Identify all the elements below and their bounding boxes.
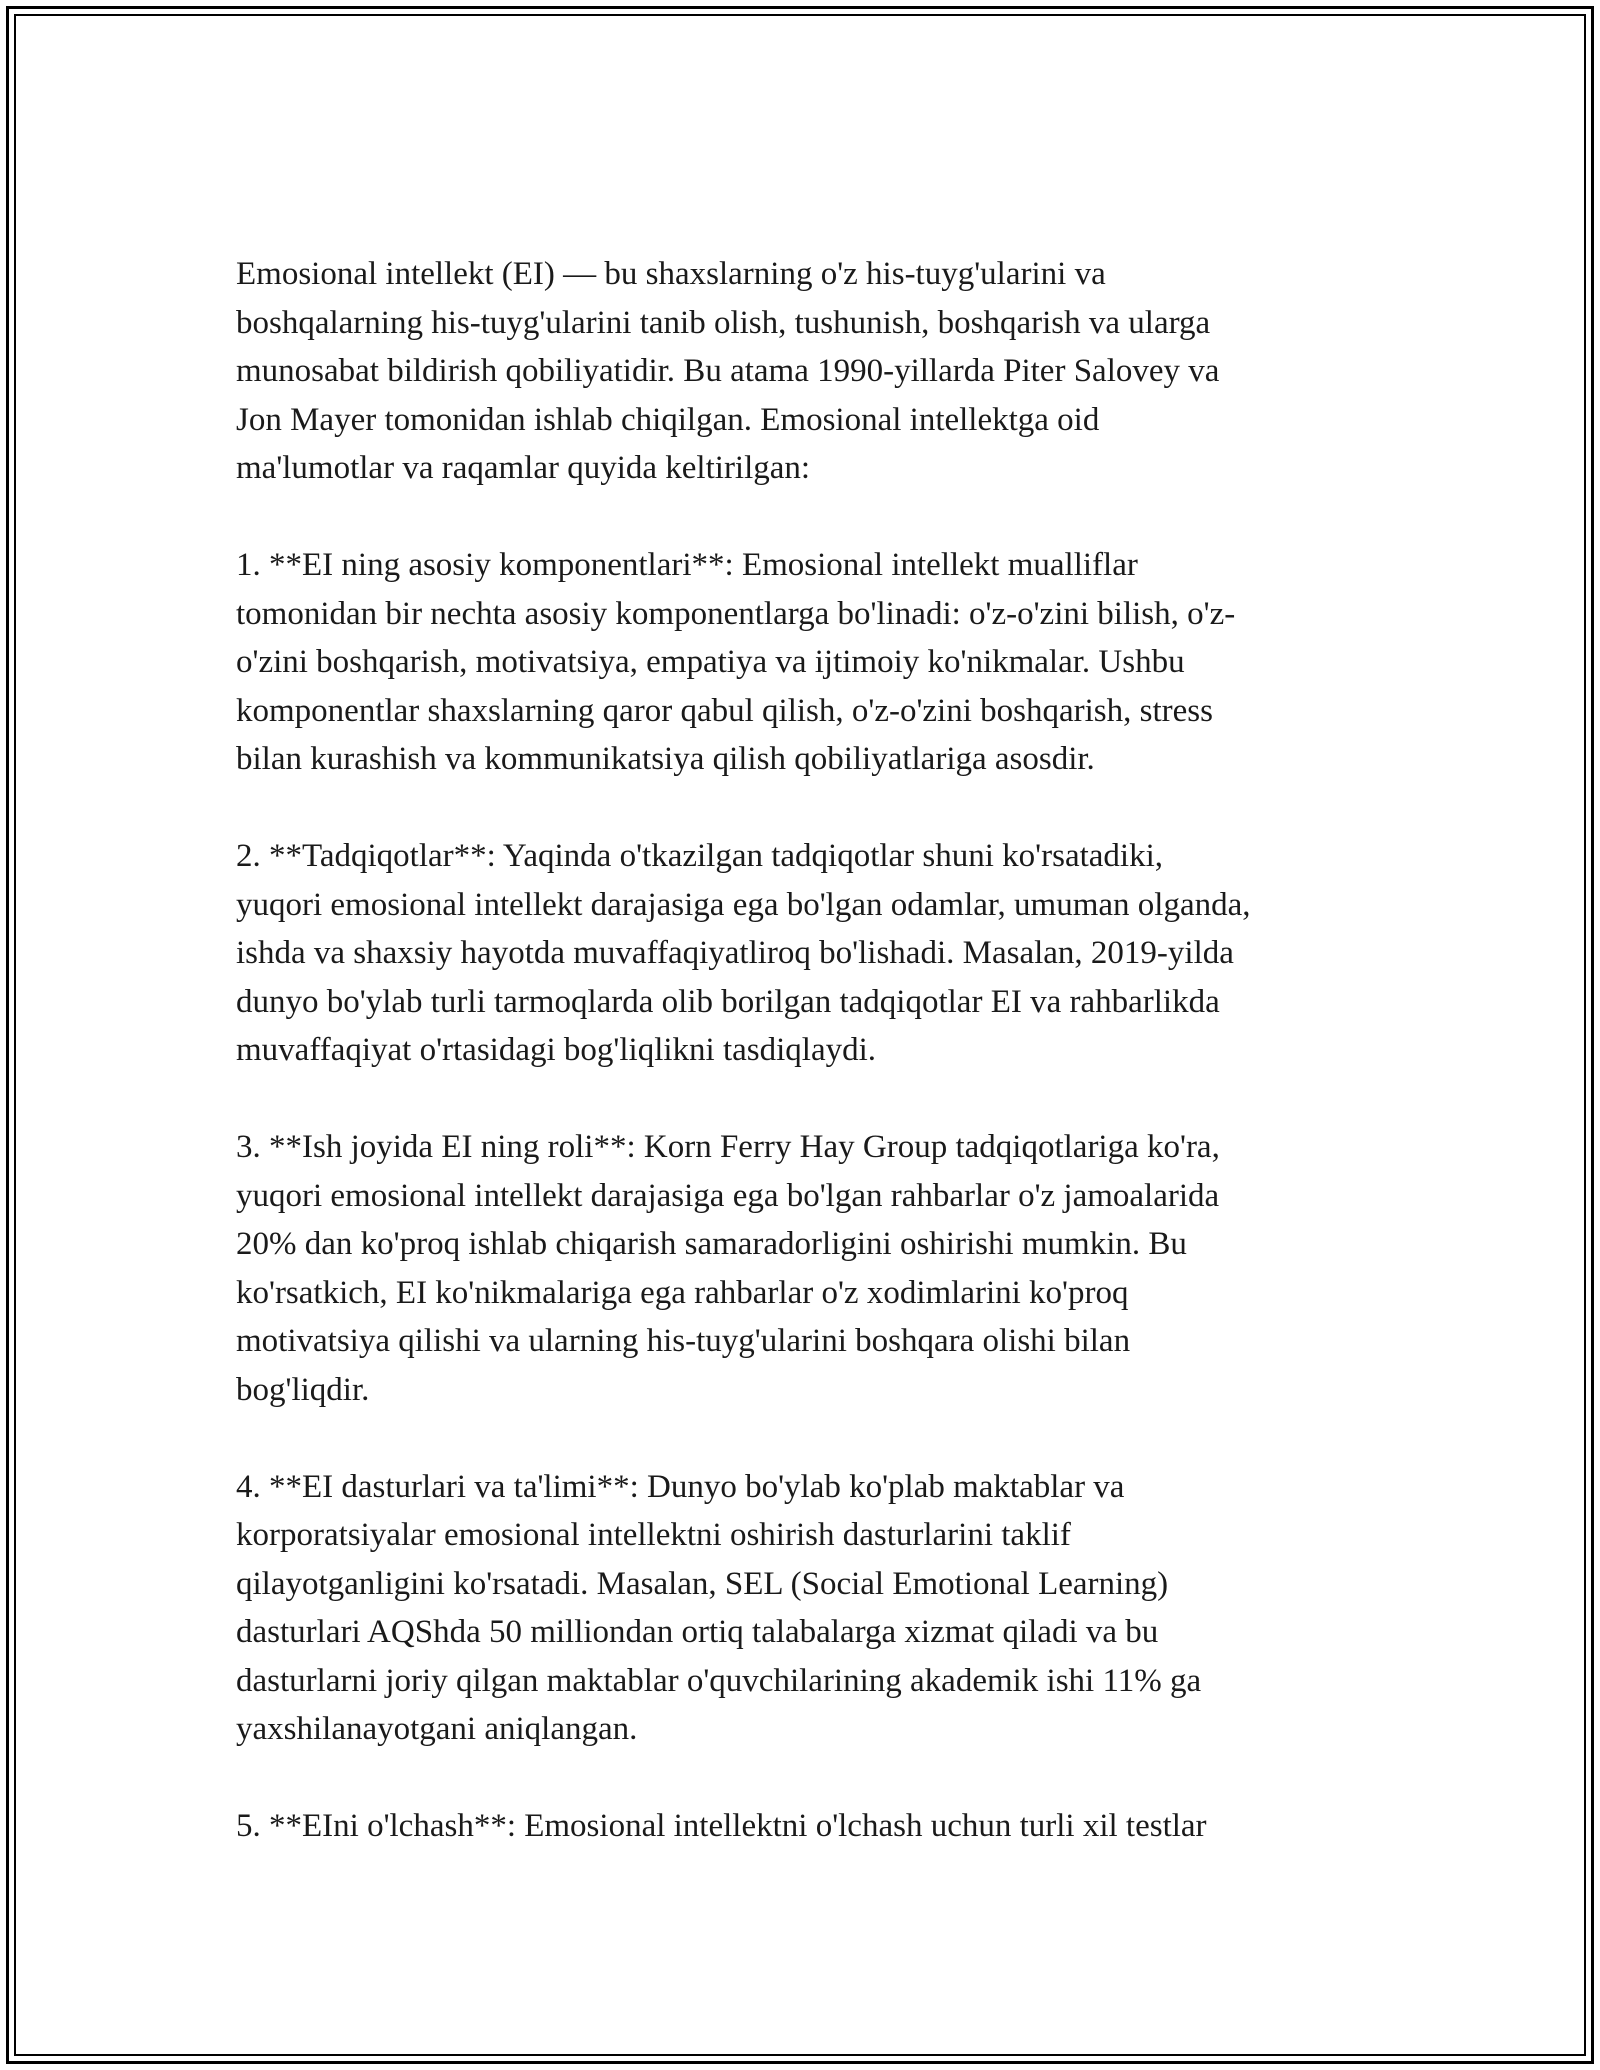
list-item-programs: 4. **EI dasturlari va ta'limi**: Dunyo bo'ylab ko'plab maktablar va korporatsiyalar emosional intellektni oshirish dasturlarini taklif qilayotganligini ko'rsatadi. Masalan, SEL (Social Emotional Learning) dasturlari AQShda 50 milliondan ortiq talabalarga xizmat qiladi va bu dasturlarni joriy qilgan maktablar o'quvchilarining akademik ishi 11% ga yaxshilanayotgani aniqlangan. [236,1468,1202,1747]
list-item-components: 1. **EI ning asosiy komponentlari**: Emosional intellekt mualliflar tomonidan bir nechta asosiy komponentlarga bo'linadi: o'z-o'zini bilish, o'z- o'zini boshqarish, motivatsiya, empatiya va ijtimoiy ko'nikmalar. Ushbu komponentlar shaxslarning qaror qabul qilish, o'z-o'zini boshqarish, stress bilan kurashish va kommunikatsiya qilish qobiliyatlariga asosdir. [236,547,1236,777]
list-item-measurement: 5. **EIni o'lchash**: Emosional intellektni o'lchash uchun turli xil testlar [236,1808,1207,1844]
document-body [236,250,1376,1899]
intro-paragraph: Emosional intellekt (EI) — bu shaxslarning o'z his-tuyg'ularini va boshqalarning his-tuyg'ularini tanib olish, tushunish, boshqarish va ularga munosabat bildirish qobiliyatidir. Bu atama 1990-yillarda Piter Salovey va Jon Mayer tomonidan ishlab chiqilgan. Emosional intellektga oid ma'lumotlar va raqamlar quyida keltirilgan: [236,256,1220,486]
list-item-research: 2. **Tadqiqotlar**: Yaqinda o'tkazilgan tadqiqotlar shuni ko'rsatadiki, yuqori emosional intellekt darajasiga ega bo'lgan odamlar, umuman olganda, ishda va shaxsiy hayotda muvaffaqiyatliroq bo'lishadi. Masalan, 2019-yilda dunyo bo'ylab turli tarmoqlarda olib borilgan tadqiqotlar EI va rahbarlikda muvaffaqiyat o'rtasidagi bog'liqlikni tasdiqlaydi. [236,838,1251,1068]
list-item-workplace-role: 3. **Ish joyida EI ning roli**: Korn Ferry Hay Group tadqiqotlariga ko'ra, yuqori emosional intellekt darajasiga ega bo'lgan rahbarlar o'z jamoalarida 20% dan ko'proq ishlab chiqarish samaradorligini oshirishi mumkin. Bu ko'rsatkich, EI ko'nikmalariga ega rahbarlar o'z xodimlarini ko'proq motivatsiya qilishi va ularning his-tuyg'ularini boshqara olishi bilan bog'liqdir. [236,1129,1220,1408]
